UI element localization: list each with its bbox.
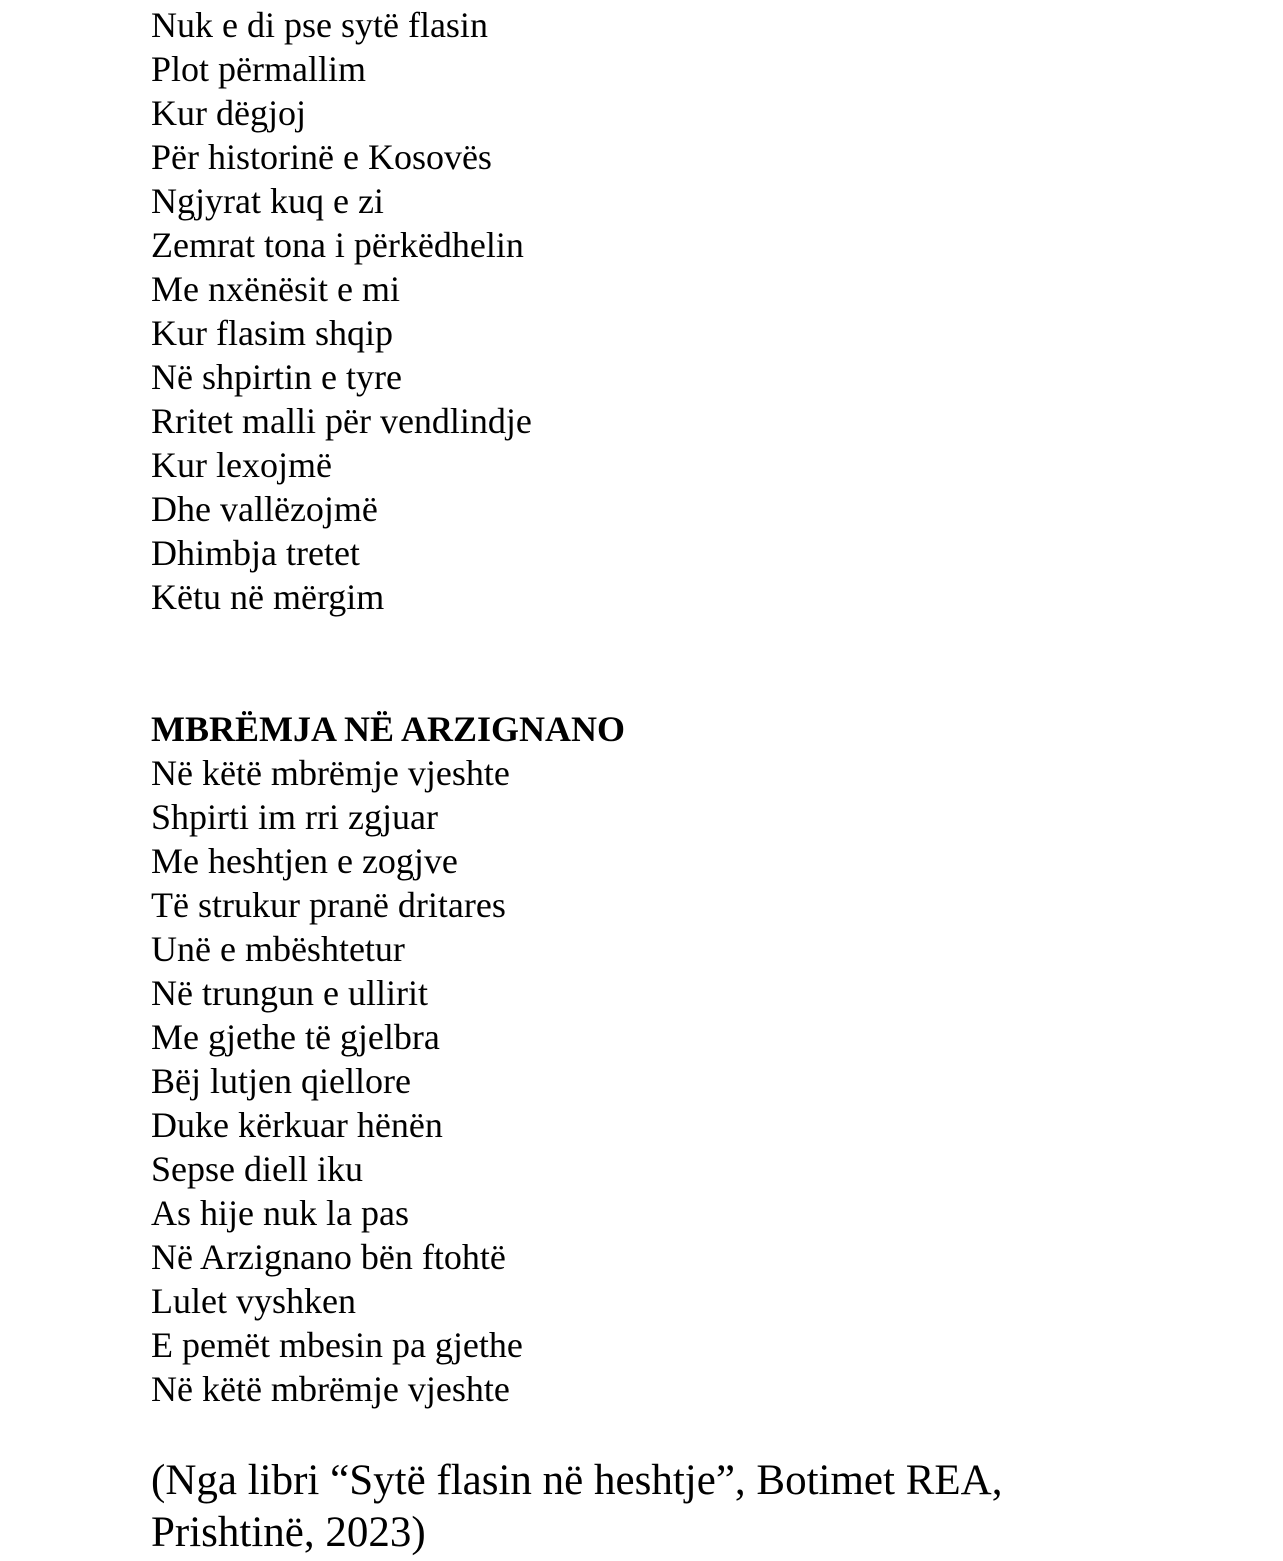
poem-line: Të strukur pranë dritares [151,885,506,925]
poem-line: Në trungun e ullirit [151,973,428,1013]
poem-line: Këtu në mërgim [151,577,385,617]
poem-line: Në këtë mbrëmje vjeshte [151,1369,510,1409]
poem-line: Plot përmallim [151,49,366,89]
poem-line: Për historinë e Kosovës [151,137,492,177]
poem-first [151,3,532,619]
poem-line: Lulet vyshken [151,1281,356,1321]
source-line: (Nga libri “Sytë flasin në heshtje”, Botimet REA, [151,1457,1003,1504]
poem-line: Kur dëgjoj [151,93,306,133]
poem-line: Dhimbja tretet [151,533,360,573]
poem-line: Duke kërkuar hënën [151,1105,443,1145]
poem-line: Me gjethe të gjelbra [151,1017,440,1057]
poem-line: Shpirti im rri zgjuar [151,797,438,837]
poem-second [151,707,625,1411]
poem-line: Nuk e di pse sytë flasin [151,5,488,45]
source-citation [151,1455,1251,1559]
source-line: Prishtinë, 2023) [151,1509,426,1556]
poem-title: MBRËMJA NË ARZIGNANO [151,709,626,749]
poem-line: Bëj lutjen qiellore [151,1061,411,1101]
poem-line: Kur lexojmë [151,445,332,485]
poem-line: Me heshtjen e zogjve [151,841,458,881]
poem-line: Në shpirtin e tyre [151,357,402,397]
poem-line: Në Arzignano bën ftohtë [151,1237,506,1277]
poem-line: Kur flasim shqip [151,313,393,353]
poem-line: Unë e mbështetur [151,929,405,969]
poem-line: As hije nuk la pas [151,1193,409,1233]
poem-line: Me nxënësit e mi [151,269,400,309]
poem-line: E pemët mbesin pa gjethe [151,1325,523,1365]
poem-line: Dhe vallëzojmë [151,489,378,529]
poem-line: Sepse diell iku [151,1149,363,1189]
poem-line: Ngjyrat kuq e zi [151,181,384,221]
poem-line: Në këtë mbrëmje vjeshte [151,753,510,793]
poem-line: Rritet malli për vendlindje [151,401,532,441]
poem-line: Zemrat tona i përkëdhelin [151,225,524,265]
